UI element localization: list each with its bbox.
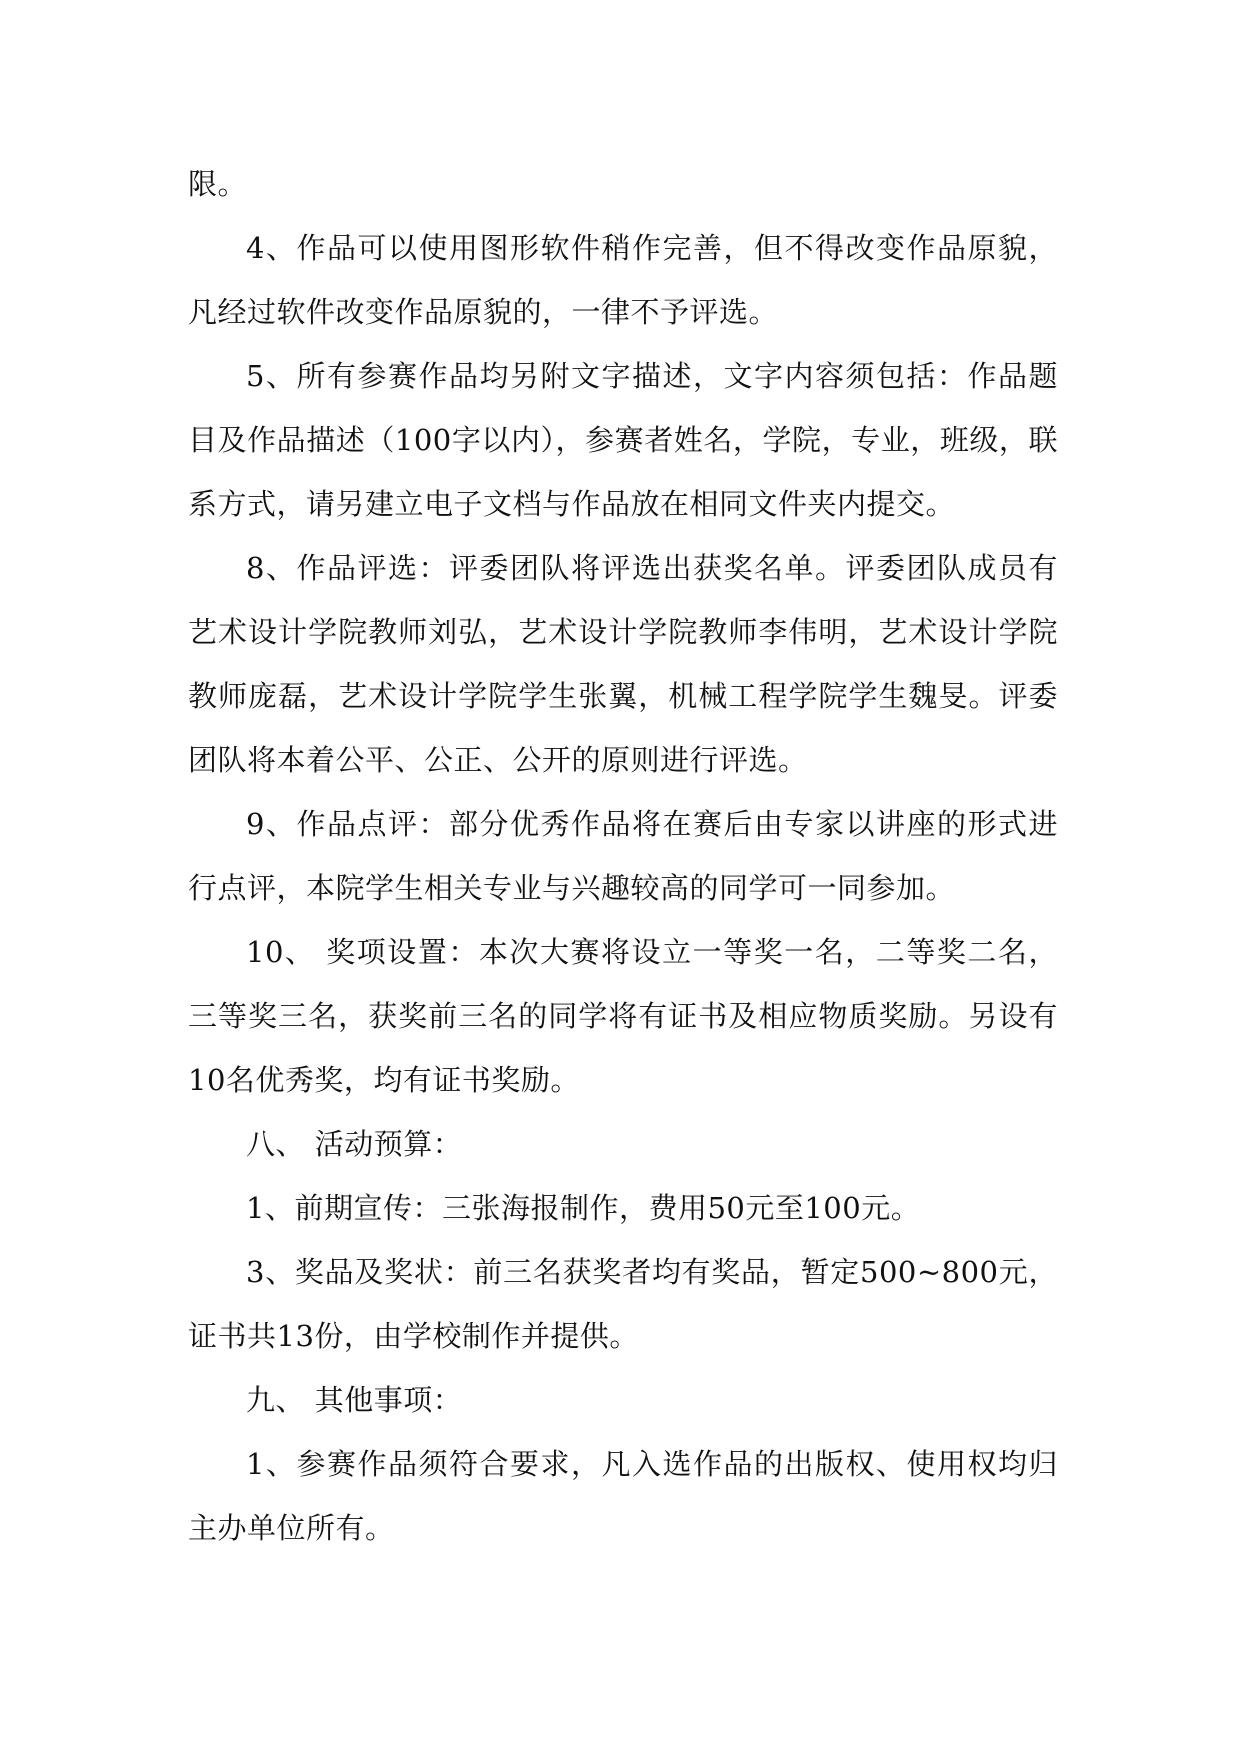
paragraph-other-1: 1、参赛作品须符合要求，凡入选作品的出版权、使用权均归主办单位所有。	[188, 1447, 1058, 1545]
paragraph-rule-8: 8、作品评选：评委团队将评选出获奖名单。评委团队成员有艺术设计学院教师刘弘，艺术设计学院教师李伟明，艺术设计学院教师庞磊，艺术设计学院学生张翼，机械工程学院学生魏旻。评委团队将本着公平、公正、公开的原则进行评选。	[188, 551, 1058, 777]
section-heading-other-matters: 九、 其他事项：	[246, 1383, 463, 1417]
document-body	[188, 152, 1058, 1560]
paragraph-rule-10: 10、 奖项设置：本次大赛将设立一等奖一名，二等奖二名，三等奖三名，获奖前三名的同学将有证书及相应物质奖励。另设有10名优秀奖，均有证书奖励。	[188, 935, 1058, 1097]
paragraph-continuation: 限。	[188, 167, 248, 201]
paragraph-budget-1: 1、前期宣传：三张海报制作，费用50元至100元。	[246, 1191, 921, 1225]
paragraph-rule-9: 9、作品点评：部分优秀作品将在赛后由专家以讲座的形式进行点评，本院学生相关专业与兴趣较高的同学可一同参加。	[188, 807, 1058, 905]
section-heading-budget: 八、 活动预算：	[246, 1127, 463, 1161]
paragraph-rule-4: 4、作品可以使用图形软件稍作完善，但不得改变作品原貌，凡经过软件改变作品原貌的，一律不予评选。	[188, 231, 1058, 329]
paragraph-rule-5: 5、所有参赛作品均另附文字描述，文字内容须包括：作品题目及作品描述（100字以内），参赛者姓名，学院，专业，班级，联系方式，请另建立电子文档与作品放在相同文件夹内提交。	[188, 359, 1058, 521]
paragraph-budget-3: 3、奖品及奖状：前三名获奖者均有奖品，暂定500~800元，证书共13份，由学校制作并提供。	[188, 1255, 1058, 1353]
